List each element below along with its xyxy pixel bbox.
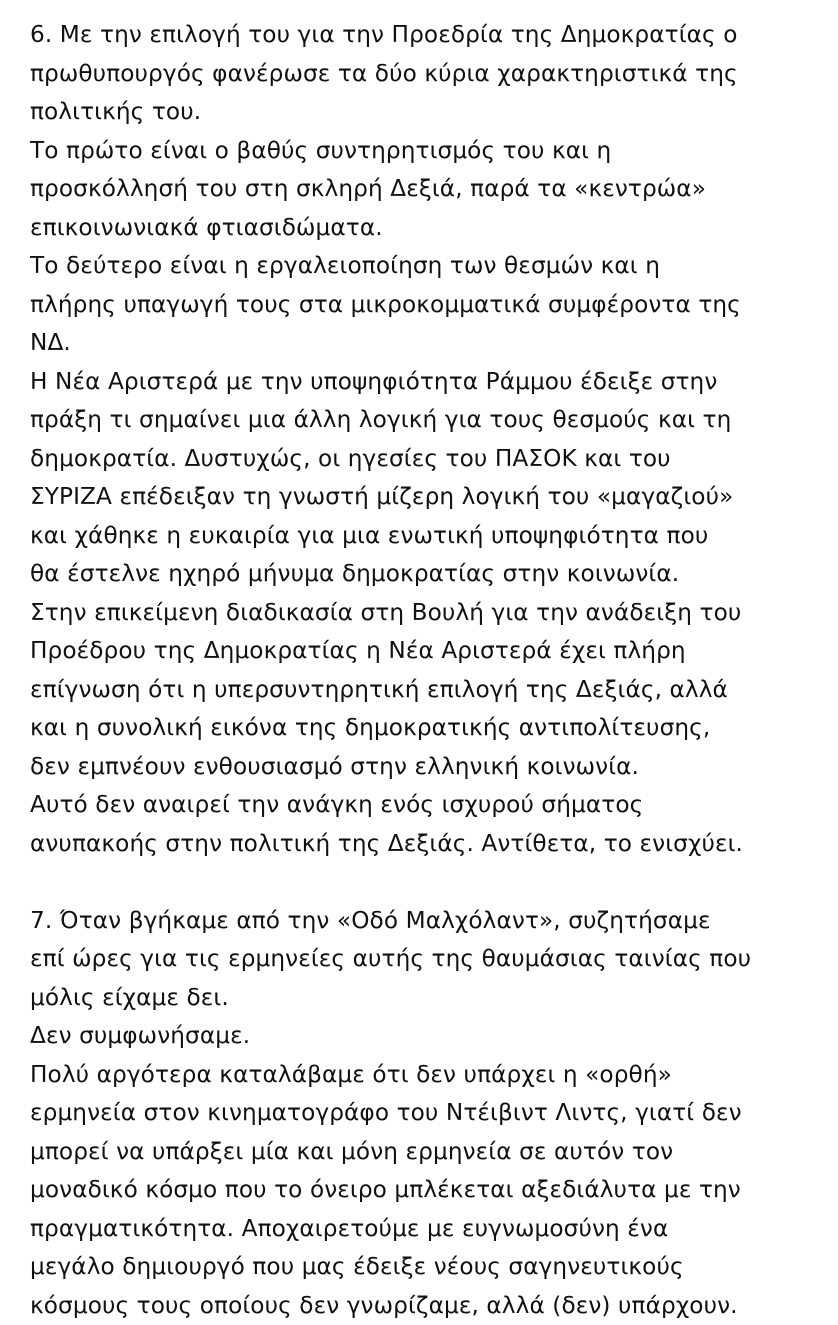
text-line: Η Νέα Αριστερά με την υποψηφιότητα Ράμμου έδειξε στην [30,363,820,402]
paragraph-gap [30,863,820,902]
text-line: πολιτικής του. [30,93,820,132]
text-line: επί ώρες για τις ερμηνείες αυτής της θαυμάσιας ταινίας που [30,940,820,979]
text-line: 7. Όταν βγήκαμε από την «Οδό Μαλχόλαντ», συζητήσαμε [30,902,820,941]
text-line: κόσμους τους οποίους δεν γνωρίζαμε, αλλά (δεν) υπάρχουν. [30,1287,820,1325]
text-line: και χάθηκε η ευκαιρία για μια ενωτική υποψηφιότητα που [30,517,820,556]
text-line: Πολύ αργότερα καταλάβαμε ότι δεν υπάρχει η «ορθή» [30,1056,820,1095]
text-line: μόλις είχαμε δει. [30,979,820,1018]
text-line: Στην επικείμενη διαδικασία στη Βουλή για την ανάδειξη του [30,594,820,633]
text-line: μπορεί να υπάρξει μία και μόνη ερμηνεία σε αυτόν τον [30,1133,820,1172]
text-line: δεν εμπνέουν ενθουσιασμό στην ελληνική κοινωνία. [30,748,820,787]
text-line: ανυπακοής στην πολιτική της Δεξιάς. Αντίθετα, το ενισχύει. [30,825,820,864]
text-line: επίγνωση ότι η υπερσυντηρητική επιλογή της Δεξιάς, αλλά [30,671,820,710]
text-line: Το δεύτερο είναι η εργαλειοποίηση των θεσμών και η [30,247,820,286]
text-line: επικοινωνιακά φτιασιδώματα. [30,209,820,248]
text-line: μοναδικό κόσμο που το όνειρο μπλέκεται αξεδιάλυτα με την [30,1171,820,1210]
section-7 [30,902,820,1325]
text-line: πράξη τι σημαίνει μια άλλη λογική για τους θεσμούς και τη [30,401,820,440]
section-6 [30,16,820,863]
text-line: και η συνολική εικόνα της δημοκρατικής αντιπολίτευσης, [30,709,820,748]
text-line: Το πρώτο είναι ο βαθύς συντηρητισμός του και η [30,132,820,171]
text-line: πραγματικότητα. Αποχαιρετούμε με ευγνωμοσύνη ένα [30,1210,820,1249]
text-line: Προέδρου της Δημοκρατίας η Νέα Αριστερά έχει πλήρη [30,632,820,671]
text-line: πρωθυπουργός φανέρωσε τα δύο κύρια χαρακτηριστικά της [30,55,820,94]
text-line: ερμηνεία στον κινηματογράφο του Ντέιβιντ Λιντς, γιατί δεν [30,1094,820,1133]
text-line: μεγάλο δημιουργό που μας έδειξε νέους σαγηνευτικούς [30,1248,820,1287]
text-line: ΣΥΡΙΖΑ επέδειξαν τη γνωστή μίζερη λογική του «μαγαζιού» [30,478,820,517]
text-line: Δεν συμφωνήσαμε. [30,1017,820,1056]
text-line: Αυτό δεν αναιρεί την ανάγκη ενός ισχυρού σήματος [30,786,820,825]
text-line: δημοκρατία. Δυστυχώς, οι ηγεσίες του ΠΑΣΟΚ και του [30,440,820,479]
text-line: ΝΔ. [30,324,820,363]
text-line: 6. Με την επιλογή του για την Προεδρία της Δημοκρατίας ο [30,16,820,55]
text-line: προσκόλλησή του στη σκληρή Δεξιά, παρά τα «κεντρώα» [30,170,820,209]
text-line: πλήρης υπαγωγή τους στα μικροκομματικά συμφέροντα της [30,286,820,325]
document-body [30,16,820,1325]
text-line: θα έστελνε ηχηρό μήνυμα δημοκρατίας στην κοινωνία. [30,555,820,594]
